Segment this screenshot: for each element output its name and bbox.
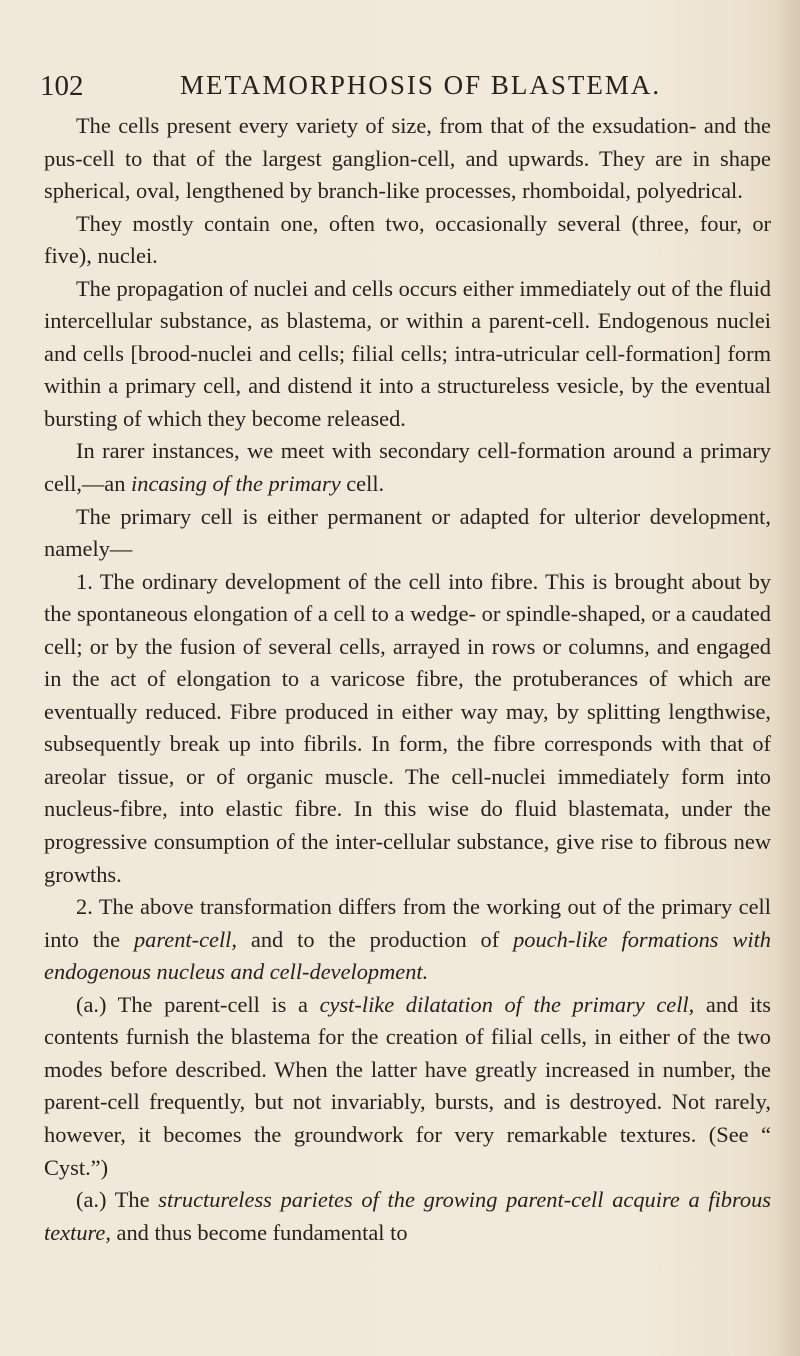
paragraph-fibre-development: 1. The ordinary development of the cell into fibre. This is brought about by the spontaneous elongation of a cell to a wedge- or spindle-shaped, or a caudated cell; or by the fusion of several cells, arrayed in rows or columns, and engaged in the act of elongation to a varicose fibre, the protuberances of which are eventually reduced. Fibre produced in either way may, by splitting lengthwise, subsequently break up into fibrils. In form, the fibre corresponds with that of areolar tissue, or of organic muscle. The cell-nuclei immediately form into nucleus-fibre, into elastic fibre. In this wise do fluid blastemata, under the progressive consumption of the inter-cellular substance, give rise to fibrous new growths. [44,568,771,887]
running-title: METAMORPHOSIS OF BLASTEMA. [180,70,662,100]
italic-run: incasing of the primary [131,471,341,497]
text-run: 2. The above transformation differs from the working out of the primary cell into the [44,894,771,952]
text-run: (a.) The [76,1187,159,1213]
paragraph-cell-variety: The cells present every variety of size, from that of the exsudation- and the pus-cell to that of the largest ganglion-cell, and upwards. They are in shape spherical, oval, lengthened by branch-like processes, rhomboidal, polyedrical. [44,113,771,204]
italic-run: pouch-like formations with endogenous nucleus and cell-development. [44,926,771,985]
italic-run: parent-cell, [133,926,237,952]
paragraph-secondary-formation [44,435,771,500]
body-text [44,110,771,1249]
text-run: and thus become fundamental to [110,1219,408,1245]
paragraph-nuclei-count: They mostly contain one, often two, occasionally several (three, four, or five), nuclei. [44,210,771,269]
paragraph-structureless-parietes [44,1184,771,1249]
page-edge-shadow [776,0,800,1356]
paragraph-propagation: The propagation of nuclei and cells occurs either immediately out of the fluid intercellular substance, as blastema, or within a parent-cell. Endogenous nuclei and cells [brood-nuclei and cells; filial cells; intra-utricular cell-formation] form within a primary cell, and distend it into a structureless vesicle, by the eventual bursting of which they become released. [44,275,771,431]
paragraph-cyst-dilatation [44,989,771,1184]
text-run: and its contents furnish the blastema for the creation of filial cells, in either of the two modes before described. When the latter have greatly increased in number, the parent-cell frequently, but not invariably, bursts, and is destroyed. Not rarely, however, it becomes the groundwork for very remarkable textures. (See “ Cyst.”) [44,991,771,1180]
text-run: cell. [340,471,385,497]
text-run: In rarer instances, we meet with secondary cell-formation around a primary cell,—an [44,438,771,497]
italic-run: structureless parietes of the growing parent-cell acquire a fibrous texture, [44,1187,771,1245]
text-run: and to the production of [236,926,514,952]
paragraph-parent-cell [44,891,771,989]
page-number: 102 [40,70,84,102]
paragraph-primary-cell: The primary cell is either permanent or adapted for ulterior development, namely— [44,503,771,562]
italic-run: cyst-like dilatation of the primary cell, [319,991,695,1017]
text-run: (a.) The parent-cell is a [76,991,320,1017]
page-header [40,70,760,110]
